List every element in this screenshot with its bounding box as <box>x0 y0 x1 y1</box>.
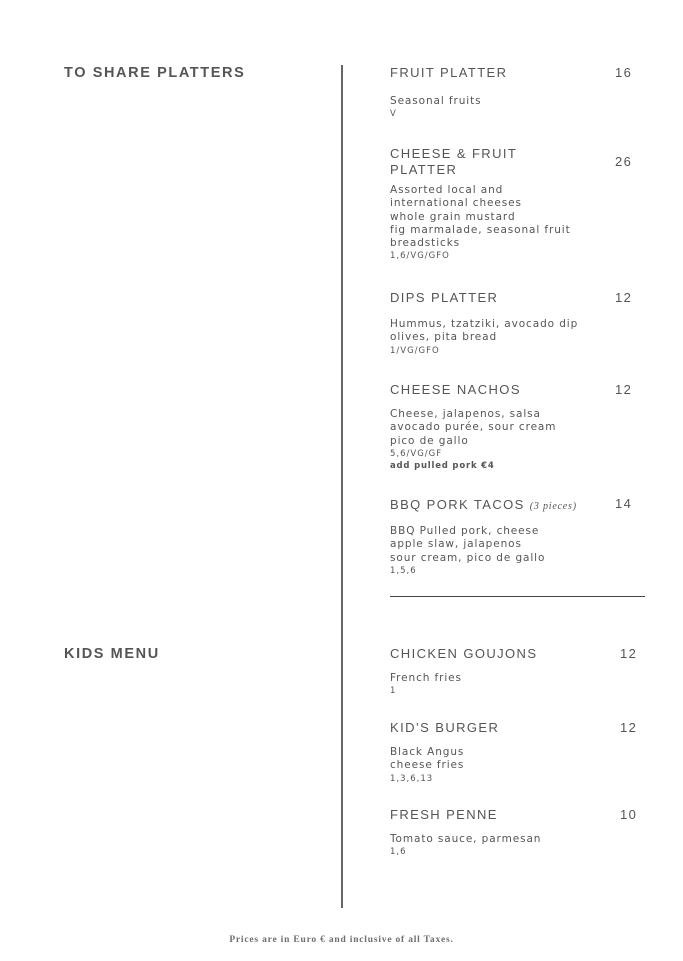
item-addon: add pulled pork €4 <box>390 460 495 471</box>
item-name: FRESH PENNE <box>390 807 498 822</box>
item-allergens: 5,6/VG/GF <box>390 448 443 459</box>
vertical-divider <box>341 65 343 908</box>
item-name: CHEESE NACHOS <box>390 382 521 397</box>
item-name-line-1: CHEESE & FRUIT <box>390 146 518 161</box>
menu-item-fruit-platter <box>390 65 650 120</box>
item-description: olives, pita bread <box>390 331 498 344</box>
item-note: (3 pieces) <box>529 501 577 512</box>
item-description: Seasonal fruits <box>390 95 482 107</box>
section-title-kids-menu: KIDS MENU <box>64 646 160 662</box>
item-name: BBQ PORK TACOS <box>390 497 525 512</box>
item-allergens: 1,3,6,13 <box>390 773 434 784</box>
item-description: Cheese, jalapenos, salsa <box>390 408 541 420</box>
item-description: BBQ Pulled pork, cheese <box>390 525 540 537</box>
item-allergens: 1,6/VG/GFO <box>390 251 450 262</box>
item-price: 12 <box>615 382 633 397</box>
item-name: CHICKEN GOUJONS <box>390 646 538 661</box>
price-disclaimer: Prices are in Euro € and inclusive of all Taxes. <box>229 935 454 945</box>
item-description: Black Angus <box>390 746 465 758</box>
item-price: 26 <box>615 154 633 169</box>
section-title-share-platters: TO SHARE PLATTERS <box>64 65 246 81</box>
item-description: Hummus, tzatziki, avocado dip <box>390 318 579 330</box>
menu-item-chicken-goujons <box>390 646 650 697</box>
item-description: apple slaw, jalapenos <box>390 538 522 551</box>
item-description: sour cream, pico de gallo <box>390 551 546 564</box>
menu-item-dips-platter <box>390 290 650 357</box>
item-description: whole grain mustard <box>390 210 516 223</box>
item-allergens: V <box>390 109 397 120</box>
menu-item-kids-burger <box>390 720 650 785</box>
item-price: 10 <box>620 807 638 822</box>
item-allergens: 1,6 <box>390 847 407 858</box>
item-name-line-2: PLATTER <box>390 162 458 177</box>
item-name: KID’S BURGER <box>390 720 500 735</box>
item-description: international cheeses <box>390 197 522 210</box>
item-price: 14 <box>615 496 633 511</box>
item-allergens: 1 <box>390 686 397 697</box>
item-description: fig marmalade, seasonal fruit <box>390 223 571 236</box>
menu-item-bbq-pork-tacos <box>390 497 650 577</box>
item-description: cheese fries <box>390 759 465 772</box>
menu-item-fresh-penne <box>390 807 650 858</box>
item-price: 12 <box>620 720 638 735</box>
menu-item-cheese-fruit-platter <box>390 146 650 262</box>
item-allergens: 1/VG/GFO <box>390 345 440 356</box>
item-description: breadsticks <box>390 237 461 250</box>
item-description: Assorted local and <box>390 184 504 196</box>
item-name: FRUIT PLATTER <box>390 65 508 80</box>
item-price: 12 <box>615 290 633 305</box>
item-description: pico de gallo <box>390 434 469 447</box>
item-name-row <box>390 497 650 515</box>
item-description: Tomato sauce, parmesan <box>390 833 542 845</box>
section-divider <box>390 596 645 597</box>
item-price: 12 <box>620 646 638 661</box>
item-allergens: 1,5,6 <box>390 565 417 576</box>
item-price: 16 <box>615 65 633 80</box>
item-description: avocado purée, sour cream <box>390 421 557 434</box>
item-description: French fries <box>390 672 462 684</box>
menu-item-cheese-nachos <box>390 382 650 472</box>
item-name: DIPS PLATTER <box>390 290 499 305</box>
